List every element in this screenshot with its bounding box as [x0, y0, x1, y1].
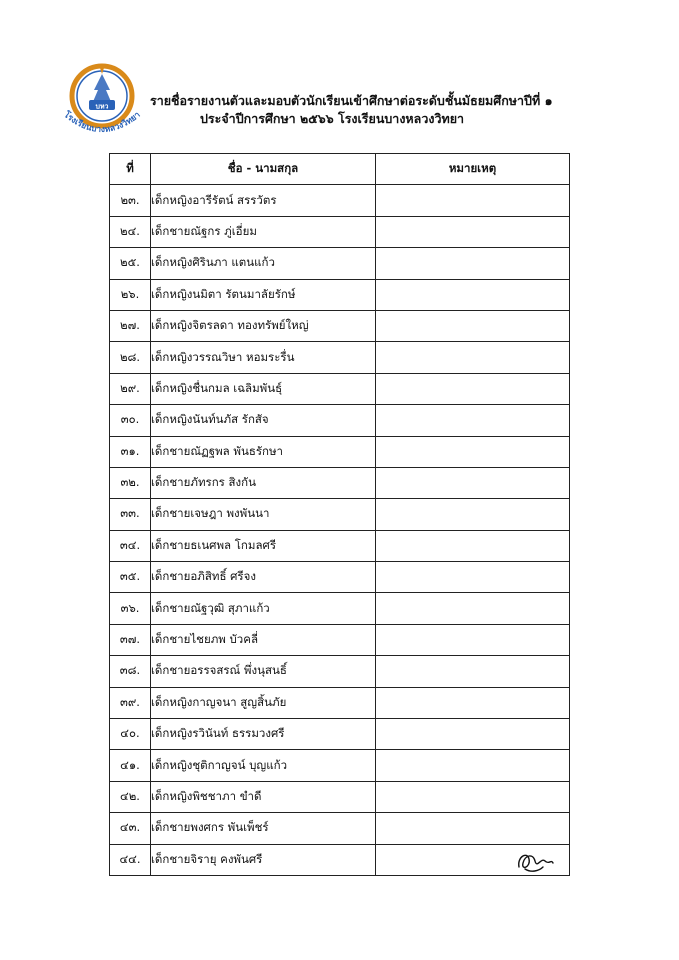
remark-cell [376, 624, 570, 655]
table-row [110, 530, 570, 561]
svg-text:โรงเรียนบางหลวงวิทยา: โรงเรียนบางหลวงวิทยา [61, 110, 143, 136]
row-number: ๓๖. [110, 593, 151, 624]
row-number: ๔๓. [110, 813, 151, 844]
svg-text:บหว: บหว [95, 102, 109, 111]
table-row [110, 436, 570, 467]
row-number: ๓๒. [110, 467, 151, 498]
row-number: ๒๗. [110, 310, 151, 341]
remark-cell [376, 844, 570, 875]
document-header [150, 92, 570, 128]
row-number: ๔๐. [110, 719, 151, 750]
row-number: ๒๘. [110, 342, 151, 373]
table-row [110, 373, 570, 404]
row-number: ๓๘. [110, 656, 151, 687]
remark-cell [376, 813, 570, 844]
student-name: เด็กหญิงนมิตา รัตนมาลัยรักษ์ [151, 279, 376, 310]
student-name: เด็กชายพงศกร พันเพ็ชร์ [151, 813, 376, 844]
document-title: รายชื่อรายงานตัวและมอบตัวนักเรียนเข้าศึกษาต่อระดับชั้นมัธยมศึกษาปีที่ ๑ [150, 93, 553, 108]
row-number: ๓๔. [110, 530, 151, 561]
student-name: เด็กหญิงจิตรลดา ทองทรัพย์ใหญ่ [151, 310, 376, 341]
student-name: เด็กหญิงศิรินภา แตนแก้ว [151, 248, 376, 279]
remark-cell [376, 373, 570, 404]
student-name: เด็กหญิงนันท์นภัส รักสัจ [151, 405, 376, 436]
row-number: ๒๔. [110, 216, 151, 247]
row-number: ๓๕. [110, 562, 151, 593]
table-row [110, 624, 570, 655]
table-header-row [110, 154, 570, 185]
table-row [110, 593, 570, 624]
remark-cell [376, 405, 570, 436]
student-name: เด็กชายอภิสิทธิ์ ศรีจง [151, 562, 376, 593]
row-number: ๒๙. [110, 373, 151, 404]
table-row [110, 499, 570, 530]
student-name: เด็กชายภัทรกร สิงกัน [151, 467, 376, 498]
student-name: เด็กหญิงรวินันท์ ธรรมวงศรี [151, 719, 376, 750]
table-row [110, 656, 570, 687]
student-name: เด็กหญิงวรรณวิษา หอมระรื่น [151, 342, 376, 373]
student-name: เด็กชายณัฐวุฒิ สุภาแก้ว [151, 593, 376, 624]
row-number: ๔๔. [110, 844, 151, 875]
student-name: เด็กชายธเนศพล โกมลศรี [151, 530, 376, 561]
student-name: เด็กชายณัฏฐพล พันธรักษา [151, 436, 376, 467]
row-number: ๓๓. [110, 499, 151, 530]
table-row [110, 562, 570, 593]
student-name: เด็กชายณัฐกร ภู่เอี่ยม [151, 216, 376, 247]
table-row [110, 719, 570, 750]
table-body [110, 185, 570, 876]
row-number: ๒๖. [110, 279, 151, 310]
remark-cell [376, 499, 570, 530]
table-row [110, 248, 570, 279]
remark-cell [376, 750, 570, 781]
remark-cell [376, 310, 570, 341]
remark-cell [376, 216, 570, 247]
remark-cell [376, 248, 570, 279]
row-number: ๔๑. [110, 750, 151, 781]
column-header-name: ชื่อ - นามสกุล [151, 154, 376, 185]
table-row [110, 185, 570, 216]
table-row [110, 844, 570, 875]
remark-cell [376, 719, 570, 750]
school-logo [58, 60, 146, 140]
student-name: เด็กหญิงอารีรัตน์ สรรวัตร [151, 185, 376, 216]
remark-cell [376, 279, 570, 310]
row-number: ๓๗. [110, 624, 151, 655]
remark-cell [376, 781, 570, 812]
student-name: เด็กหญิงพิชชาภา ขำดี [151, 781, 376, 812]
table-row [110, 216, 570, 247]
table-row [110, 279, 570, 310]
signature-mark [513, 847, 557, 875]
remark-cell [376, 530, 570, 561]
remark-cell [376, 593, 570, 624]
student-roster-table [109, 153, 570, 876]
remark-cell [376, 436, 570, 467]
remark-cell [376, 687, 570, 718]
student-name: เด็กหญิงกาญจนา สูญสิ้นภัย [151, 687, 376, 718]
row-number: ๓๙. [110, 687, 151, 718]
row-number: ๓๑. [110, 436, 151, 467]
student-name: เด็กชายอรรจสรณ์ พึ่งนุสนธิ์ [151, 656, 376, 687]
document-subtitle: ประจำปีการศึกษา ๒๕๖๖ โรงเรียนบางหลวงวิทยา [200, 111, 465, 126]
student-name: เด็กชายไชยภพ บัวคลี่ [151, 624, 376, 655]
row-number: ๔๒. [110, 781, 151, 812]
table-row [110, 687, 570, 718]
remark-cell [376, 562, 570, 593]
column-header-no: ที่ [110, 154, 151, 185]
table-row [110, 813, 570, 844]
table-row [110, 781, 570, 812]
table-row [110, 342, 570, 373]
table-row [110, 405, 570, 436]
student-name: เด็กหญิงชุติกาญจน์ บุญแก้ว [151, 750, 376, 781]
column-header-remark: หมายเหตุ [376, 154, 570, 185]
remark-cell [376, 185, 570, 216]
row-number: ๒๕. [110, 248, 151, 279]
student-name: เด็กชายเจษฎา พงพันนา [151, 499, 376, 530]
student-name: เด็กหญิงชื่นกมล เฉลิมพันธุ์ [151, 373, 376, 404]
row-number: ๒๓. [110, 185, 151, 216]
remark-cell [376, 656, 570, 687]
student-name: เด็กชายจิรายุ คงพันศรี [151, 844, 376, 875]
remark-cell [376, 467, 570, 498]
table-row [110, 467, 570, 498]
table-row [110, 750, 570, 781]
remark-cell [376, 342, 570, 373]
table-row [110, 310, 570, 341]
row-number: ๓๐. [110, 405, 151, 436]
